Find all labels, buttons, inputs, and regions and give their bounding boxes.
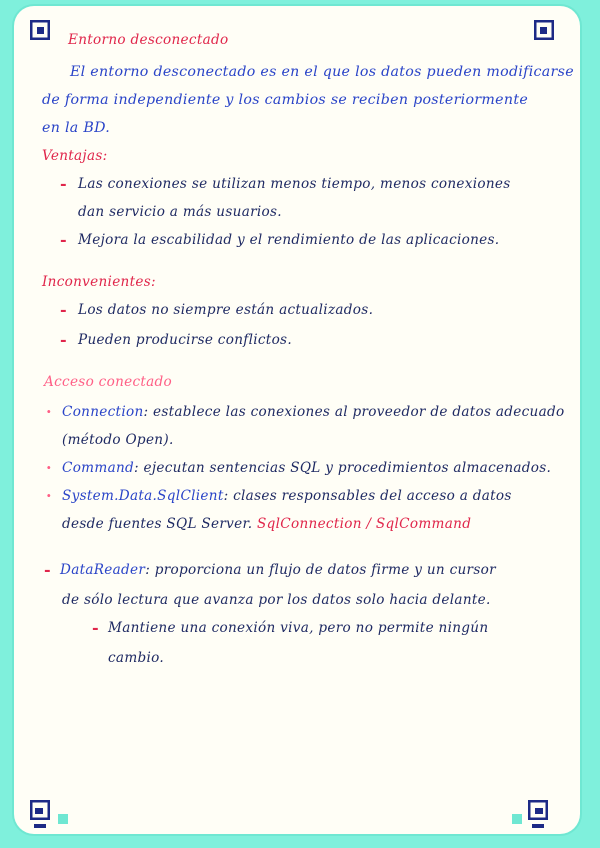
term-connection: Connection [62,404,144,420]
acceso-item-command [62,460,551,476]
bullet-dot: · [46,402,52,421]
section-title-ventajas: Ventajas: [42,148,108,164]
inconvenientes-item-1: Los datos no siempre están actualizados. [78,302,374,318]
bullet-dash: - [60,300,67,319]
acceso-item-sqlclient-line-2 [62,516,471,532]
paragraph-line-2: de forma independiente y los cambios se reciben posteriormente [42,92,529,108]
bullet-dot: · [46,486,52,505]
acceso-item-sqlclient-text: : clases responsables del acceso a datos [223,488,512,504]
sub-item-line-2: cambio. [108,650,165,666]
corner-bottom-left-icon [30,800,50,820]
term-command: Command [62,460,135,476]
term-sqlclient: System.Data.SqlClient [62,488,224,504]
notebook-page [14,6,580,834]
corner-bottom-right-square [512,814,522,824]
acceso-item-connection-line-2: (método Open). [62,432,174,448]
acceso-item-command-text: : ejecutan sentencias SQL y procedimientos almacenados. [134,460,552,476]
sub-item-line-1: Mantiene una conexión viva, pero no permite ningún [108,620,489,636]
inconvenientes-item-2: Pueden producirse conflictos. [78,332,292,348]
term-datareader: DataReader [60,562,146,578]
corner-bottom-right-tick [532,824,544,828]
acceso-item-connection [62,404,564,420]
corner-top-right-icon [534,20,554,40]
bullet-dash: - [60,174,67,193]
paragraph-line-1: El entorno desconectado es en el que los datos pueden modificarse [70,64,574,80]
ventajas-item-2-line-1: Mejora la escabilidad y el rendimiento de las aplicaciones. [78,232,500,248]
bullet-dash: - [44,560,51,579]
corner-bottom-right-icon [528,800,548,820]
ventajas-item-1-line-2: dan servicio a más usuarios. [78,204,282,220]
acceso-item-datareader [60,562,496,578]
bullet-dot: · [46,458,52,477]
acceso-item-sqlclient-line-2-text: desde fuentes SQL Server. [62,516,253,532]
bullet-dash: - [60,230,67,249]
bullet-dash: - [92,618,99,637]
acceso-item-connection-text: : establece las conexiones al proveedor de datos adecuado [143,404,565,420]
ventajas-item-1-line-1: Las conexiones se utilizan menos tiempo, menos conexiones [78,176,511,192]
corner-bottom-left-square [58,814,68,824]
section-title-entorno: Entorno desconectado [68,32,229,48]
bullet-dash: - [60,330,67,349]
acceso-item-datareader-line-2: de sólo lectura que avanza por los datos solo hacia delante. [62,592,491,608]
corner-top-left-icon [30,20,50,40]
acceso-item-datareader-text: : proporciona un flujo de datos firme y un cursor [145,562,496,578]
highlight-sqlconnection-sqlcommand: SqlConnection / SqlCommand [257,516,472,532]
acceso-item-sqlclient [62,488,512,504]
section-title-acceso: Acceso conectado [44,374,173,390]
corner-bottom-left-tick [34,824,46,828]
section-title-inconvenientes: Inconvenientes: [42,274,156,290]
paragraph-line-3: en la BD. [42,120,111,136]
